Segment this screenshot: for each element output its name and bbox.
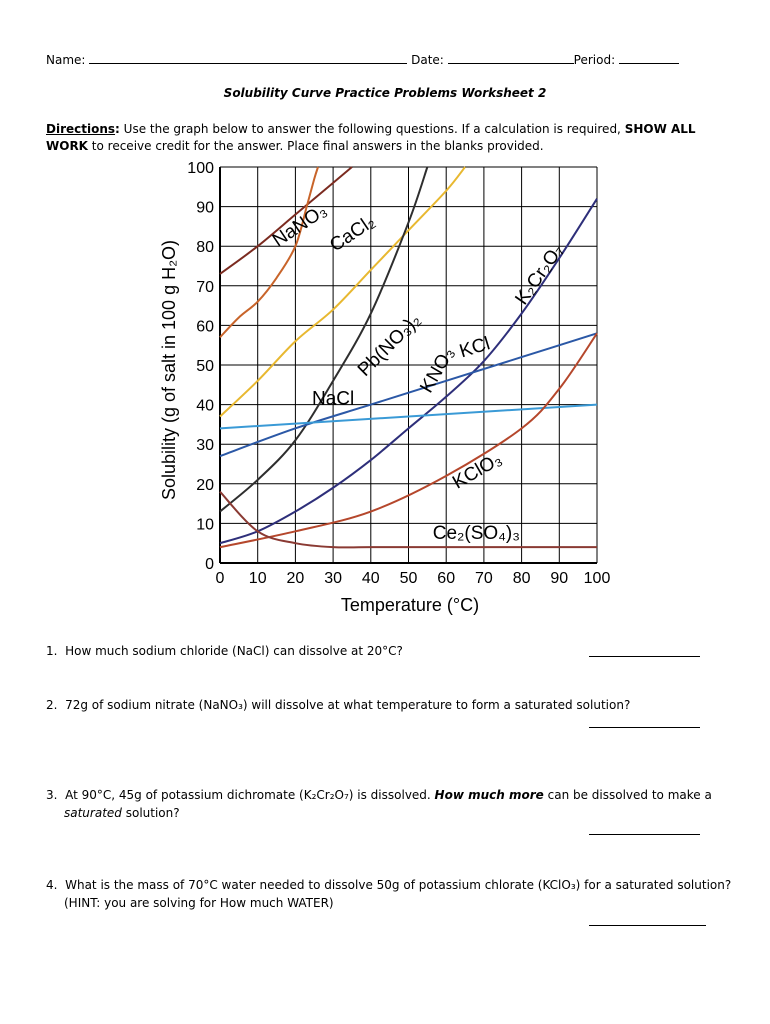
series-label: NaCl — [311, 388, 355, 410]
directions-text-2: to receive credit for the answer. Place final answers in the blanks provided. — [87, 139, 544, 153]
question-emphasis-2: saturated — [64, 806, 122, 820]
y-tick-label: 20 — [196, 476, 214, 494]
directions: Directions: Use the graph below to answer the following questions. If a calculation is required, SHOW ALL WORK to receive credit for the answer. Place final answers in the blanks provided. — [46, 122, 696, 153]
y-tick-label: 30 — [196, 437, 214, 455]
answer-blank-1[interactable] — [589, 655, 700, 657]
x-tick-label: 80 — [512, 570, 531, 587]
question-text-cont: can be dissolved to make a — [543, 788, 712, 802]
question-text-line2: solution? — [121, 806, 180, 820]
series-line — [220, 167, 352, 274]
answer-blank-4[interactable] — [589, 924, 706, 926]
y-tick-label: 90 — [196, 199, 214, 217]
question-text: How much sodium chloride (NaCl) can dissolve at 20°C? — [65, 644, 403, 658]
series-label: Pb(NO₃)₂ — [353, 309, 426, 381]
answer-blank-2[interactable] — [589, 726, 700, 728]
question-hint: (HINT: you are solving for How much WATER) — [64, 896, 334, 910]
x-axis-label: Temperature (°C) — [340, 595, 480, 615]
x-tick-label: 100 — [583, 570, 611, 587]
series-label: K₂Cr₂O₇ — [511, 240, 569, 309]
name-blank[interactable] — [89, 51, 407, 64]
date-blank[interactable] — [448, 51, 574, 64]
series-label: Ce₂(SO₄)₃ — [432, 523, 520, 545]
question-text: What is the mass of 70°C water needed to dissolve 50g of potassium chlorate (KClO₃) for a saturated solution? — [65, 878, 732, 892]
question-1 — [46, 642, 403, 660]
x-tick-label: 20 — [286, 570, 305, 587]
directions-text-1: Use the graph below to answer the following questions. If a calculation is required, — [119, 122, 625, 136]
question-2 — [46, 696, 630, 714]
y-tick-label: 70 — [196, 278, 214, 296]
y-tick-label: 10 — [196, 516, 214, 534]
series-label: KCl — [457, 333, 493, 363]
question-text: At 90°C, 45g of potassium dichromate (K₂Cr₂O₇) is dissolved. — [65, 788, 435, 802]
y-tick-label: 40 — [196, 397, 214, 415]
x-tick-label: 0 — [215, 570, 225, 587]
question-number: 2. — [46, 698, 58, 712]
directions-emphasis: SHOW ALL WORK — [46, 122, 696, 153]
worksheet-title: Solubility Curve Practice Problems Worksheet 2 — [223, 86, 547, 100]
answer-blank-3[interactable] — [589, 833, 700, 835]
x-tick-label: 70 — [475, 570, 493, 587]
chart-grid — [220, 167, 597, 563]
chart-series-labels — [269, 200, 568, 544]
series-label: CaCl₂ — [326, 211, 380, 257]
x-tick-label: 10 — [248, 570, 267, 587]
question-3 — [46, 786, 712, 822]
y-axis-label: Solubility (g of salt in 100 g H₂O) — [159, 239, 179, 501]
x-tick-label: 60 — [437, 570, 456, 587]
header-line — [46, 51, 679, 67]
series-label: NaNO₃ — [268, 200, 331, 252]
question-emphasis: How much more — [434, 788, 544, 802]
period-blank[interactable] — [619, 51, 679, 64]
x-tick-label: 90 — [550, 570, 569, 587]
date-label: Date: — [411, 53, 444, 67]
series-label: KNO₃ — [416, 343, 459, 397]
y-tick-label: 0 — [205, 556, 214, 573]
question-number: 4. — [46, 878, 58, 892]
question-text: 72g of sodium nitrate (NaNO₃) will dissolve at what temperature to form a saturated solution? — [65, 698, 631, 712]
y-tick-label: 50 — [196, 358, 214, 375]
solubility-chart — [150, 155, 620, 625]
question-number: 3. — [46, 788, 58, 802]
y-tick-label: 100 — [187, 160, 214, 177]
question-4 — [46, 876, 731, 912]
series-label: KClO₃ — [449, 448, 506, 494]
question-number: 1. — [46, 644, 58, 658]
x-tick-label: 40 — [361, 570, 380, 587]
series-line — [220, 167, 318, 337]
period-label: Period: — [573, 53, 616, 67]
x-tick-label: 50 — [399, 570, 418, 587]
y-tick-label: 80 — [196, 239, 214, 257]
x-tick-label: 30 — [324, 570, 342, 587]
name-label: Name: — [46, 53, 86, 67]
directions-label: Directions — [46, 122, 116, 136]
y-tick-label: 60 — [196, 318, 214, 336]
